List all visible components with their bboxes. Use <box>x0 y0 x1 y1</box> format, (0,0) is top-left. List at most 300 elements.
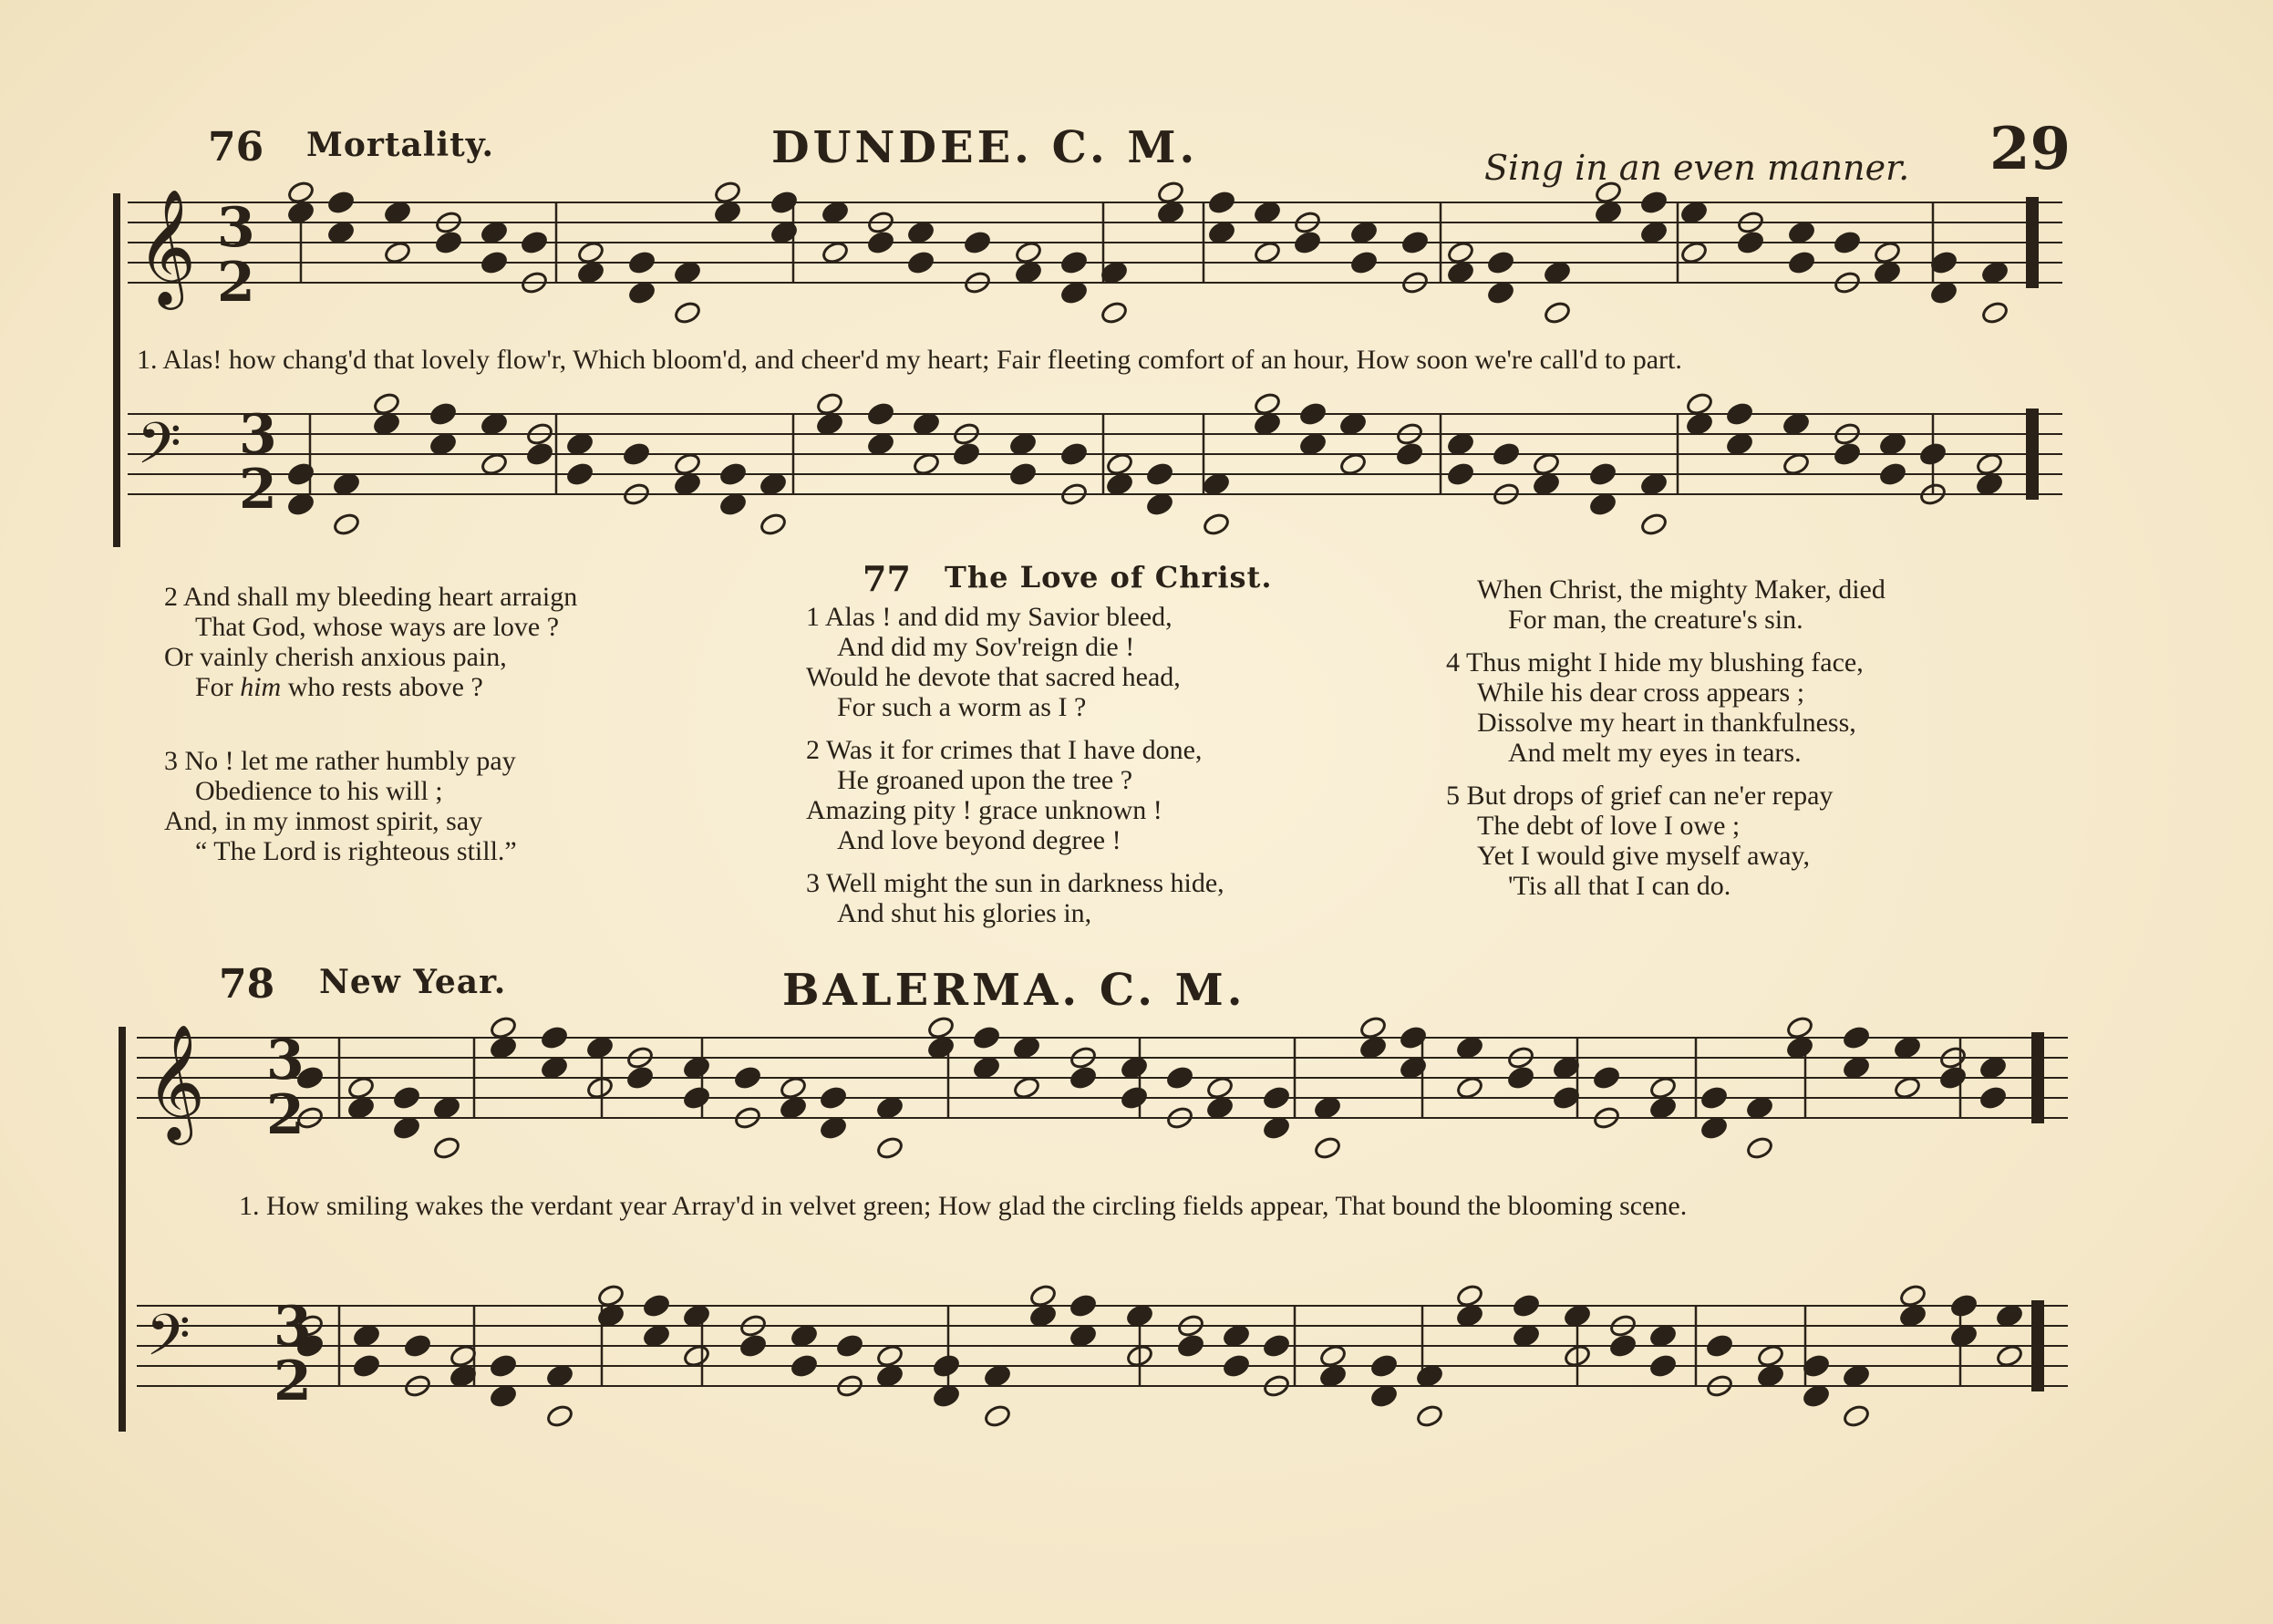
note-head <box>819 1085 847 1110</box>
note-head <box>1594 200 1622 224</box>
note-head <box>1532 471 1560 496</box>
note-head <box>673 260 701 284</box>
note-head <box>1648 1353 1677 1378</box>
tune-title-dundee: DUNDEE. C. M. <box>771 122 1199 173</box>
note-head <box>1512 1293 1540 1318</box>
note-head <box>1120 1055 1148 1080</box>
note-head <box>1648 1095 1677 1120</box>
verse-76-2 <box>164 582 577 702</box>
note-head <box>1313 1095 1341 1120</box>
verse-line: That God, whose ways are love ? <box>195 612 560 642</box>
note-head <box>576 260 604 284</box>
verse-line <box>164 672 577 702</box>
note-head <box>627 250 656 274</box>
note-head <box>480 451 508 476</box>
note-head <box>585 1075 614 1100</box>
note-head <box>718 491 747 516</box>
note-head <box>332 471 360 496</box>
note-head <box>429 401 457 426</box>
note-head <box>1979 1085 2007 1110</box>
note-head <box>1782 411 1810 436</box>
note-head <box>432 1095 460 1120</box>
note-head <box>326 190 355 214</box>
note-head <box>1446 260 1474 284</box>
note-head <box>627 280 656 305</box>
note-head <box>673 471 701 496</box>
note-head <box>1012 1035 1040 1060</box>
verse-line: The debt of love I owe ; <box>1477 811 1741 841</box>
note-head <box>286 180 315 204</box>
bass-clef-icon: 𝄢 <box>137 409 181 491</box>
note-head <box>1736 230 1764 254</box>
note-head <box>480 411 508 436</box>
note-head <box>1207 190 1235 214</box>
note-head <box>1532 451 1560 476</box>
note-head <box>713 180 741 204</box>
note-head <box>1028 1303 1057 1328</box>
note-head <box>790 1353 818 1378</box>
note-head <box>286 200 315 224</box>
note-head <box>540 1055 568 1080</box>
verse-line: Or vainly cherish anxious pain, <box>164 642 507 672</box>
note-head <box>1563 1303 1591 1328</box>
time-signature-top-4: 3 <box>274 1295 312 1359</box>
note-head <box>1938 1065 1967 1090</box>
note-head <box>1415 1363 1443 1388</box>
verse-line: For such a worm as I ? <box>837 692 1087 722</box>
note-head <box>1156 180 1184 204</box>
lyric-line-balerma: 1. How smiling wakes the verdant year Array'd in velvet green; How glad the circling fields appear, That bound the blooming scene. <box>239 1191 1688 1221</box>
verse-line: And melt my eyes in tears. <box>1508 738 1802 768</box>
note-head <box>1455 1303 1483 1328</box>
note-head <box>1833 230 1861 254</box>
verse-line: Dissolve my heart in thankfulness, <box>1477 708 1856 738</box>
note-head <box>821 240 849 264</box>
note-head <box>1893 1035 1921 1060</box>
note-head <box>790 1323 818 1348</box>
note-head <box>1395 441 1423 466</box>
treble-clef-icon: 𝄞 <box>146 1023 206 1140</box>
note-head <box>1262 1333 1290 1358</box>
note-head <box>1878 461 1906 486</box>
verse-line: 3 No ! let me rather humbly pay <box>164 746 516 776</box>
note-head <box>1069 1065 1097 1090</box>
verse-76-3 <box>164 746 517 866</box>
note-head <box>759 512 787 536</box>
verse-line: Amazing pity ! grace unknown ! <box>806 795 1162 825</box>
note-head <box>1685 411 1713 436</box>
note-head <box>1455 1075 1483 1100</box>
note-head <box>1592 1065 1620 1090</box>
note-head <box>625 1065 654 1090</box>
system-bracket <box>113 193 120 547</box>
verse-77-3 <box>806 868 1224 928</box>
note-head <box>983 1363 1011 1388</box>
note-head <box>983 1403 1011 1428</box>
verse-77-4 <box>1446 647 1864 768</box>
note-head <box>1842 1403 1870 1428</box>
note-head <box>1725 431 1753 456</box>
note-head <box>926 1035 955 1060</box>
note-head <box>1100 300 1128 325</box>
note-head <box>434 230 462 254</box>
note-head <box>906 250 935 274</box>
note-head <box>545 1363 573 1388</box>
note-head <box>1512 1323 1540 1348</box>
note-head <box>1685 391 1713 416</box>
note-head <box>866 401 894 426</box>
note-head <box>1995 1343 2023 1368</box>
verse-line: For man, the creature's sin. <box>1508 605 1803 635</box>
note-head <box>1648 1075 1677 1100</box>
note-head <box>392 1085 420 1110</box>
time-signature-bottom-2: 2 <box>239 458 277 522</box>
note-head <box>1949 1293 1978 1318</box>
note-head <box>642 1323 670 1348</box>
note-head <box>392 1115 420 1140</box>
note-head <box>718 461 747 486</box>
note-head <box>1949 1323 1978 1348</box>
note-head <box>713 200 741 224</box>
lyric-line-dundee: 1. Alas! how chang'd that lovely flow'r, Which bloom'd, and cheer'd my heart; Fair fleeting comfort of an hour, How soon we're call'd to part. <box>137 345 1682 375</box>
note-head <box>596 1283 625 1308</box>
note-head <box>821 200 849 224</box>
note-head <box>1298 401 1327 426</box>
note-head <box>1069 1293 1097 1318</box>
note-head <box>1349 220 1378 244</box>
note-head <box>1980 260 2009 284</box>
note-head <box>326 220 355 244</box>
note-head <box>429 431 457 456</box>
note-head <box>1588 491 1617 516</box>
final-barline <box>2031 1300 2044 1391</box>
note-head <box>1700 1115 1728 1140</box>
note-head <box>1105 471 1133 496</box>
note-head <box>1929 280 1958 305</box>
note-head <box>963 230 991 254</box>
note-head <box>489 1015 517 1040</box>
note-head <box>1446 431 1474 456</box>
note-head <box>1679 240 1708 264</box>
note-head <box>1253 391 1281 416</box>
note-head <box>1492 441 1520 466</box>
note-head <box>576 240 604 264</box>
final-barline <box>2031 1032 2044 1123</box>
note-head <box>1898 1283 1927 1308</box>
note-head <box>1679 200 1708 224</box>
note-head <box>1415 1403 1443 1428</box>
note-head <box>875 1343 904 1368</box>
verse-line: He groaned upon the tree ? <box>837 765 1133 795</box>
note-head <box>866 230 894 254</box>
verse-line: And did my Sov'reign die ! <box>837 632 1135 662</box>
note-head <box>1873 240 1901 264</box>
verse-line: And love beyond degree ! <box>837 825 1121 855</box>
tune-title-balerma: BALERMA. C. M. <box>782 965 1246 1016</box>
note-head <box>1105 451 1133 476</box>
verse-line: “ The Lord is righteous still.” <box>195 836 517 866</box>
note-head <box>1975 471 2003 496</box>
note-head <box>489 1035 517 1060</box>
note-head <box>875 1095 904 1120</box>
note-head <box>585 1035 614 1060</box>
time-signature-bottom-1: 2 <box>217 251 255 315</box>
verse-word: For <box>195 672 233 702</box>
note-head <box>906 220 935 244</box>
time-signature-top-1: 3 <box>217 196 255 260</box>
verse-word: who rests above ? <box>287 672 483 702</box>
note-head <box>1639 220 1668 244</box>
note-head <box>489 1383 517 1408</box>
note-head <box>1059 441 1088 466</box>
note-head <box>1787 250 1815 274</box>
note-head <box>932 1383 960 1408</box>
note-head <box>1338 411 1367 436</box>
verse-77-1 <box>806 602 1181 722</box>
note-head <box>480 250 508 274</box>
note-head <box>642 1293 670 1318</box>
note-head <box>1594 180 1622 204</box>
note-head <box>1588 461 1617 486</box>
verse-77-2 <box>806 735 1202 855</box>
verse-line: And shut his glories in, <box>837 898 1092 928</box>
note-head <box>1069 1323 1097 1348</box>
note-head <box>432 1135 460 1160</box>
note-head <box>1120 1085 1148 1110</box>
note-head <box>565 431 594 456</box>
note-head <box>1145 491 1173 516</box>
note-head <box>1878 431 1906 456</box>
note-head <box>1202 471 1230 496</box>
note-head <box>673 451 701 476</box>
note-head <box>1349 250 1378 274</box>
note-head <box>1873 260 1901 284</box>
hymn-76-name: Mortality. <box>306 126 495 164</box>
note-head <box>1318 1363 1347 1388</box>
note-head <box>1207 220 1235 244</box>
verse-line: 5 But drops of grief can ne'er repay <box>1446 781 1834 811</box>
note-head <box>403 1333 431 1358</box>
note-head <box>875 1363 904 1388</box>
note-head <box>972 1055 1000 1080</box>
note-head <box>1543 260 1571 284</box>
note-head <box>1262 1085 1290 1110</box>
note-head <box>1639 190 1668 214</box>
note-head <box>545 1403 573 1428</box>
final-barline <box>2026 197 2039 288</box>
note-head <box>1980 300 2009 325</box>
note-head <box>1369 1383 1398 1408</box>
note-head <box>1842 1363 1870 1388</box>
verse-line: 'Tis all that I can do. <box>1508 871 1731 901</box>
hymn-77-number: 77 <box>863 558 911 599</box>
note-head <box>1833 441 1861 466</box>
note-head <box>815 411 843 436</box>
note-head <box>1639 512 1668 536</box>
note-head <box>1802 1383 1830 1408</box>
note-head <box>520 230 548 254</box>
verse-line: 2 Was it for crimes that I have done, <box>806 735 1203 765</box>
note-head <box>1059 280 1088 305</box>
note-head <box>1995 1303 2023 1328</box>
note-head <box>1455 1283 1483 1308</box>
note-head <box>372 411 400 436</box>
time-signature-top-3: 3 <box>266 1029 305 1092</box>
note-head <box>1756 1363 1784 1388</box>
note-head <box>332 512 360 536</box>
hymn-76-number: 76 <box>208 124 264 171</box>
note-head <box>1125 1303 1153 1328</box>
note-head <box>1842 1025 1870 1050</box>
note-head <box>286 491 315 516</box>
note-head <box>1893 1075 1921 1100</box>
note-head <box>815 391 843 416</box>
note-head <box>875 1135 904 1160</box>
verse-line: Yet I would give myself away, <box>1477 841 1810 871</box>
note-head <box>682 1055 710 1080</box>
note-head <box>1012 1075 1040 1100</box>
note-head <box>1165 1065 1193 1090</box>
note-head <box>1898 1303 1927 1328</box>
note-head <box>1262 1115 1290 1140</box>
note-head <box>1446 240 1474 264</box>
treble-clef-icon: 𝄞 <box>137 188 197 305</box>
note-head <box>733 1065 761 1090</box>
note-head <box>372 391 400 416</box>
note-head <box>1400 230 1429 254</box>
note-head <box>1338 451 1367 476</box>
note-head <box>383 200 411 224</box>
note-head <box>346 1095 375 1120</box>
note-head <box>952 441 980 466</box>
note-head <box>383 240 411 264</box>
note-head <box>779 1075 807 1100</box>
note-head <box>1785 1015 1813 1040</box>
note-head <box>1700 1085 1728 1110</box>
note-head <box>739 1333 767 1358</box>
note-head <box>1369 1353 1398 1378</box>
note-head <box>932 1353 960 1378</box>
note-head <box>835 1333 863 1358</box>
note-head <box>1979 1055 2007 1080</box>
note-head <box>1253 411 1281 436</box>
note-head <box>1486 280 1514 305</box>
note-head <box>1014 240 1042 264</box>
note-head <box>540 1025 568 1050</box>
note-head <box>682 1343 710 1368</box>
note-head <box>1543 300 1571 325</box>
verse-line: And, in my inmost spirit, say <box>164 806 483 836</box>
note-head <box>622 441 650 466</box>
note-head <box>1253 200 1281 224</box>
page-number: 29 <box>1989 115 2072 183</box>
note-head <box>1782 451 1810 476</box>
note-head <box>1222 1353 1250 1378</box>
note-head <box>1059 250 1088 274</box>
note-head <box>1842 1055 1870 1080</box>
bass-clef-icon: 𝄢 <box>146 1301 191 1382</box>
final-barline <box>2026 409 2039 500</box>
verse-line: 1 Alas ! and did my Savior bleed, <box>806 602 1173 632</box>
note-head <box>1359 1015 1387 1040</box>
note-head <box>1725 401 1753 426</box>
note-head <box>866 431 894 456</box>
note-head <box>480 220 508 244</box>
note-head <box>1608 1333 1637 1358</box>
note-head <box>972 1025 1000 1050</box>
tempo-directive: Sing in an even manner. <box>1484 148 1910 188</box>
note-head <box>779 1095 807 1120</box>
note-head <box>1359 1035 1387 1060</box>
verse-line: When Christ, the mighty Maker, died <box>1477 574 1886 605</box>
note-head <box>926 1015 955 1040</box>
note-head <box>1486 250 1514 274</box>
note-head <box>489 1353 517 1378</box>
note-head <box>682 1303 710 1328</box>
note-head <box>1156 200 1184 224</box>
verse-line: While his dear cross appears ; <box>1477 678 1805 708</box>
note-head <box>912 451 940 476</box>
note-head <box>1446 461 1474 486</box>
note-head <box>1639 471 1668 496</box>
note-head <box>352 1353 380 1378</box>
verse-77-5 <box>1446 781 1833 901</box>
note-head <box>673 300 701 325</box>
note-head <box>346 1075 375 1100</box>
note-head <box>1455 1035 1483 1060</box>
system-bracket <box>119 1027 126 1432</box>
note-head <box>1205 1075 1234 1100</box>
note-head <box>1298 431 1327 456</box>
note-head <box>1787 220 1815 244</box>
note-head <box>912 411 940 436</box>
note-head <box>525 441 553 466</box>
verse-italic-word: him <box>240 672 282 702</box>
verse-line: Obedience to his will ; <box>195 776 443 806</box>
note-head <box>1293 230 1321 254</box>
time-signature-bottom-3: 2 <box>266 1083 305 1147</box>
verse-line: 2 And shall my bleeding heart arraign <box>164 582 578 612</box>
note-head <box>1648 1323 1677 1348</box>
time-signature-bottom-4: 2 <box>274 1350 312 1413</box>
note-head <box>1145 461 1173 486</box>
note-head <box>1506 1065 1534 1090</box>
note-head <box>1975 451 2003 476</box>
verse-line: 4 Thus might I hide my blushing face, <box>1446 647 1864 678</box>
note-head <box>1008 461 1037 486</box>
note-head <box>759 471 787 496</box>
note-head <box>1318 1343 1347 1368</box>
note-head <box>1176 1333 1204 1358</box>
verse-77-3-cont <box>1477 574 1886 635</box>
note-head <box>819 1115 847 1140</box>
note-head <box>1918 441 1947 466</box>
note-head <box>1745 1135 1773 1160</box>
note-head <box>1785 1035 1813 1060</box>
hymn-78-name: New Year. <box>319 963 507 1001</box>
note-head <box>1313 1135 1341 1160</box>
note-head <box>682 1085 710 1110</box>
note-head <box>1253 240 1281 264</box>
note-head <box>1014 260 1042 284</box>
note-head <box>352 1323 380 1348</box>
note-head <box>565 461 594 486</box>
note-head <box>1008 431 1037 456</box>
verse-line: 3 Well might the sun in darkness hide, <box>806 868 1224 898</box>
note-head <box>1222 1323 1250 1348</box>
hymn-77-name: The Love of Christ. <box>945 560 1273 595</box>
note-head <box>1028 1283 1057 1308</box>
